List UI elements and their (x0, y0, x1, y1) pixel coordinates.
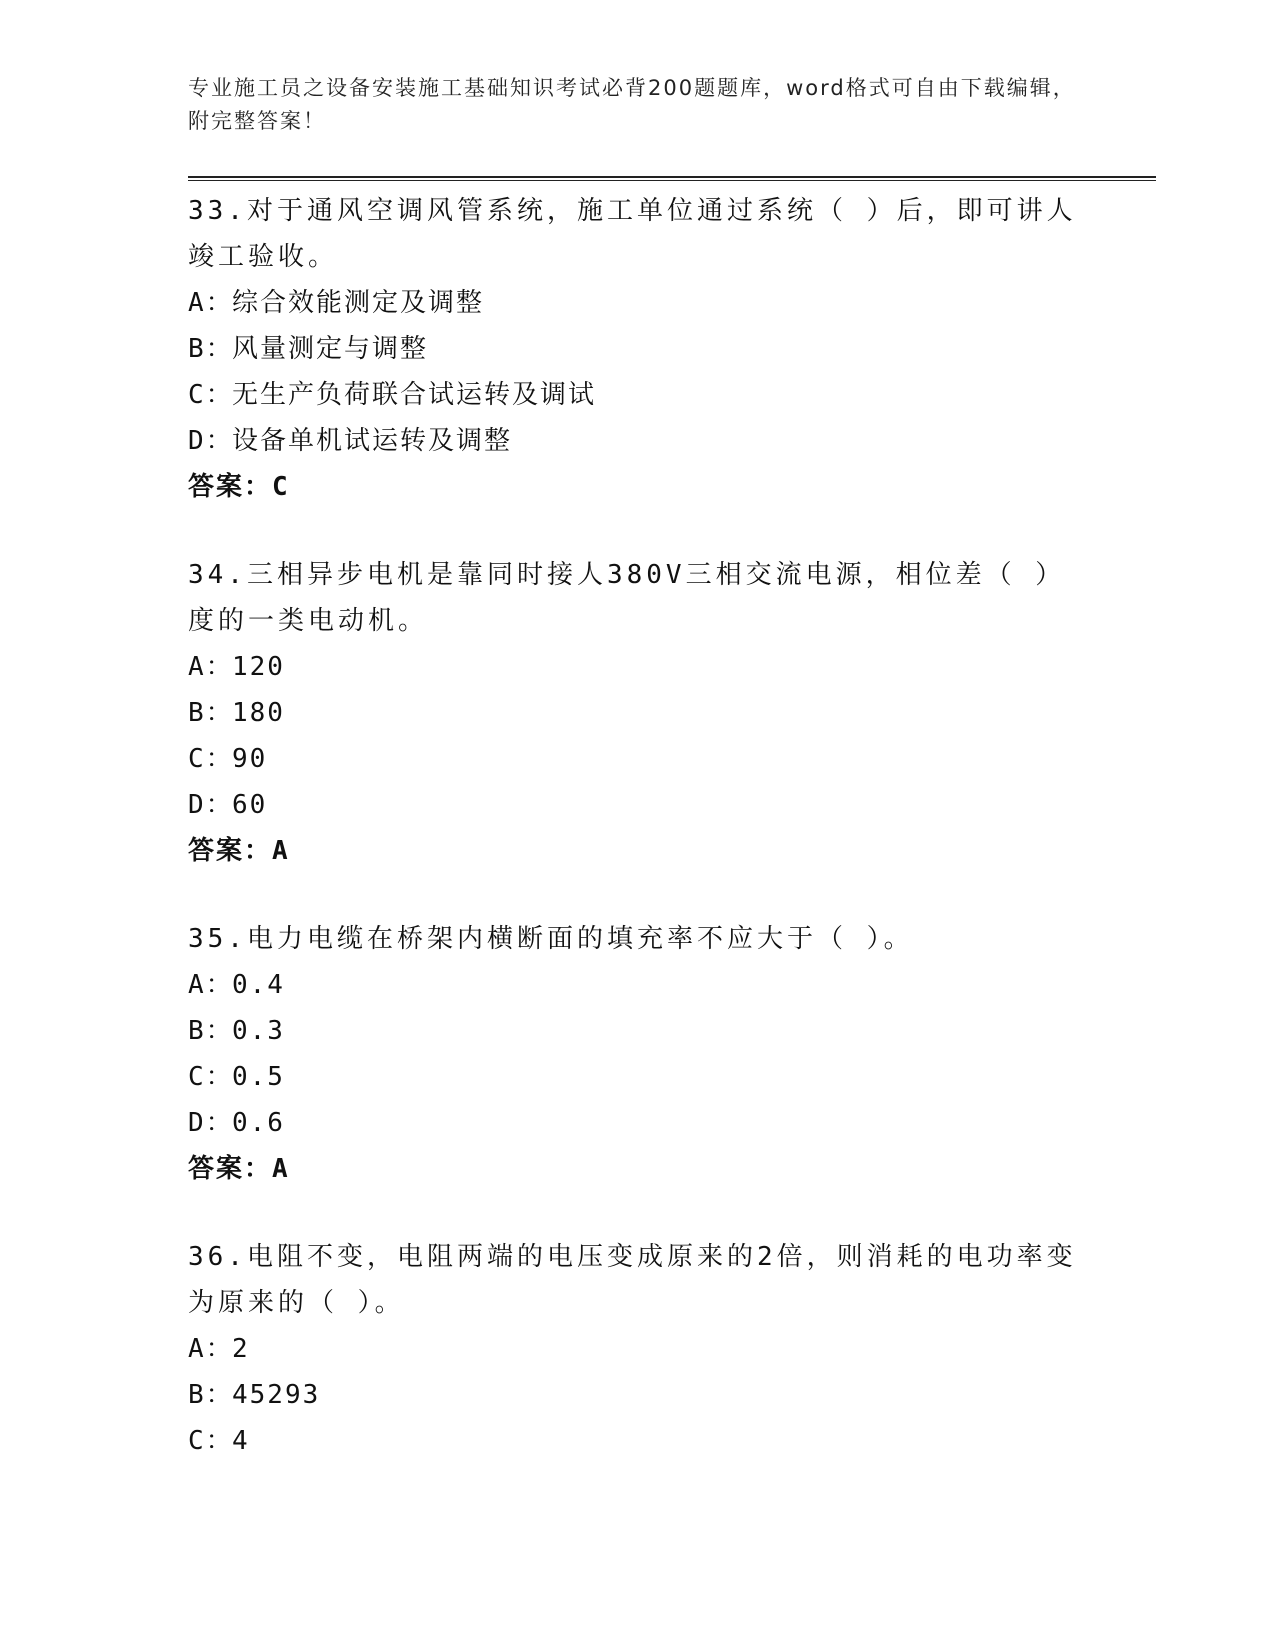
option-text: 180 (232, 698, 285, 728)
answer-value: A (272, 836, 290, 866)
option-letter: A： (188, 970, 234, 1000)
option-letter: C： (188, 744, 234, 774)
document-header: 专业施工员之设备安装施工基础知识考试必背200题题库，word格式可自由下载编辑，附完整答案！ (188, 76, 1076, 133)
answer-label: 答案： (188, 1154, 273, 1184)
option-d (188, 418, 1088, 464)
option-letter: B： (188, 698, 234, 728)
option-text: 0.6 (232, 1108, 285, 1138)
option-a (188, 280, 1088, 326)
answer-line (188, 828, 1088, 874)
option-letter: C： (188, 1426, 234, 1456)
option-letter: C： (188, 380, 234, 410)
option-letter: B： (188, 1016, 234, 1046)
question-text: 33.对于通风空调风管系统，施工单位通过系统（ ）后，即可讲人竣工验收。 (188, 196, 1077, 272)
option-text: 无生产负荷联合试运转及调试 (232, 380, 597, 410)
option-c (188, 1054, 1088, 1100)
option-letter: A： (188, 288, 234, 318)
option-b (188, 1372, 1088, 1418)
option-text: 120 (232, 652, 285, 682)
answer-line (188, 1146, 1088, 1192)
answer-line (188, 464, 1088, 510)
option-c (188, 372, 1088, 418)
question-36 (188, 1234, 1088, 1464)
option-b (188, 1008, 1088, 1054)
answer-label: 答案： (188, 836, 273, 866)
option-b (188, 690, 1088, 736)
option-text: 设备单机试运转及调整 (232, 426, 513, 456)
question-33 (188, 188, 1088, 510)
option-text: 60 (232, 790, 268, 820)
option-a (188, 1326, 1088, 1372)
question-text: 35.电力电缆在桥架内横断面的填充率不应大于（ ）。 (188, 924, 914, 954)
option-d (188, 782, 1088, 828)
answer-value: A (272, 1154, 290, 1184)
question-35 (188, 916, 1088, 1192)
question-text: 36.电阻不变，电阻两端的电压变成原来的2倍，则消耗的电功率变为原来的（ ）。 (188, 1242, 1077, 1318)
answer-label: 答案： (188, 472, 273, 502)
option-a (188, 644, 1088, 690)
option-text: 0.3 (232, 1016, 285, 1046)
option-letter: C： (188, 1062, 234, 1092)
option-b (188, 326, 1088, 372)
option-text: 2 (232, 1334, 250, 1364)
option-letter: A： (188, 1334, 234, 1364)
option-text: 4 (232, 1426, 250, 1456)
header-divider (188, 176, 1156, 181)
option-letter: A： (188, 652, 234, 682)
option-text: 45293 (232, 1380, 321, 1410)
option-c (188, 1418, 1088, 1464)
option-text: 90 (232, 744, 268, 774)
option-a (188, 962, 1088, 1008)
question-text: 34.三相异步电机是靠同时接人380V三相交流电源，相位差（ ）度的一类电动机。 (188, 560, 1066, 636)
option-text: 综合效能测定及调整 (232, 288, 485, 318)
option-letter: B： (188, 1380, 234, 1410)
question-34 (188, 552, 1088, 874)
option-text: 0.5 (232, 1062, 285, 1092)
answer-value: C (272, 472, 290, 502)
option-letter: D： (188, 426, 234, 456)
question-list (188, 188, 1088, 1506)
option-d (188, 1100, 1088, 1146)
option-c (188, 736, 1088, 782)
option-text: 0.4 (232, 970, 285, 1000)
option-letter: D： (188, 1108, 234, 1138)
option-text: 风量测定与调整 (232, 334, 429, 364)
option-letter: B： (188, 334, 234, 364)
option-letter: D： (188, 790, 234, 820)
